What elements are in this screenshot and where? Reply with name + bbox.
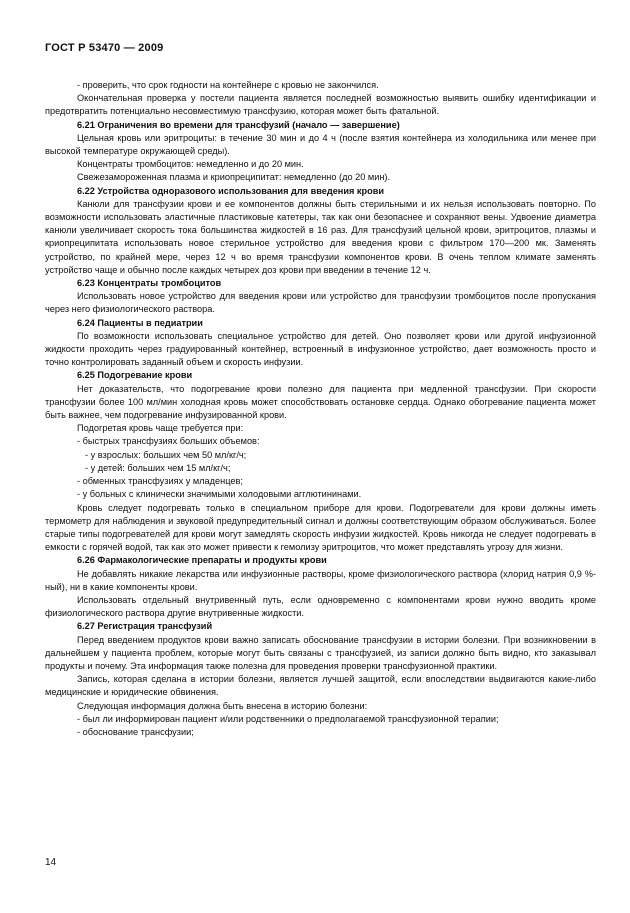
paragraph: Цельная кровь или эритроциты: в течение 30 мин и до 4 ч (после взятия контейнера из холодильника или менее при высокой температуре окружающей среды). <box>45 132 596 157</box>
list-item: - быстрых трансфузиях больших объемов: <box>77 436 260 447</box>
paragraph: Использовать новое устройство для введения крови или устройство для трансфузии тромбоцитов после пропускания через него физиологического раствора. <box>45 291 596 315</box>
document-header: ГОСТ Р 53470 — 2009 <box>45 42 164 54</box>
list-item: - обменных трансфузиях у младенцев; <box>77 476 243 487</box>
paragraph: Окончательная проверка у постели пациента является последней возможностью выявить ошибку идентификации и предотвратить потенциально несовместимую трансфузию, которая может быть фатальной. <box>45 93 596 117</box>
list-item: - проверить, что срок годности на контейнере с кровью не закончился. <box>77 80 379 90</box>
paragraph: Перед введением продуктов крови важно записать обоснование трансфузии в истории болезни. При возникновении в дальнейшем у пациента проблем, которые могут быть связаны с трансфузией, из записи должно быть видно, кто заказывал продукты и почему. Эта информация также полезна для проведения проверки трансфузионной практики. <box>45 634 596 671</box>
paragraph: Концентраты тромбоцитов: немедленно и до 20 мин. <box>77 159 304 170</box>
section-heading: 6.23 Концентраты тромбоцитов <box>77 278 222 289</box>
paragraph: Использовать отдельный внутривенный путь, если одновременно с компонентами крови нужно вводить кроме физиологического раствора другие внутривенные жидкости. <box>45 594 596 619</box>
sub-list-item: - у детей: больших чем 15 мл/кг/ч; <box>85 462 231 473</box>
paragraph: Запись, которая сделана в истории болезни, является лучшей защитой, если впоследствии выдвигаются какие-либо медицинские и юридические обвинения. <box>45 674 596 698</box>
paragraph: Свежезамороженная плазма и криопреципитат: немедленно (до 20 мин). <box>77 172 391 183</box>
section-heading: 6.26 Фармакологические препараты и продукты крови <box>77 555 327 566</box>
paragraph: Кровь следует подогревать только в специальном приборе для крови. Подогреватели для крови должны иметь термометр для наблюдения и звуковой предупредительный сигнал и должны соответствующим образом обслуживаться. Более старые типы подогревателей для крови могут замедлять скорость инфузии жидкостей. Кровь никогда не следует подогревать в емкости с горячей водой, так как это может привести к гемолизу эритроцитов, что может представлять угрозу для жизни. <box>45 502 596 553</box>
list-item: - у больных с клинически значимыми холодовыми агглютининами. <box>77 489 362 500</box>
paragraph: По возможности использовать специальное устройство для детей. Оно позволяет крови или другой инфузионной жидкости проходить через градуированный контейнер, встроенный в инфузионное устройство, дает возможность просто и точно контролировать заданный объем и скорость инфузии. <box>45 330 596 368</box>
section-heading: 6.24 Пациенты в педиатрии <box>77 317 203 328</box>
document-body <box>45 79 596 739</box>
section-heading: 6.25 Подогревание крови <box>77 370 193 381</box>
section-heading: 6.21 Ограничения во времени для трансфузий (начало — завершение) <box>77 119 400 130</box>
list-item: - был ли информирован пациент и/или родственники о предполагаемой трансфузионной терапии; <box>77 713 499 724</box>
list-item: - обоснование трансфузии; <box>77 726 194 737</box>
sub-list-item: - у взрослых: больших чем 50 мл/кг/ч; <box>85 449 247 460</box>
paragraph: Не добавлять никакие лекарства или инфузионные растворы, кроме физиологического раствора (хлорид натрия 0,9 %-ный), ни в какие компоненты крови. <box>45 568 596 592</box>
page-number: 14 <box>45 857 57 868</box>
paragraph: Следующая информация должна быть внесена в историю болезни: <box>77 700 368 711</box>
section-heading: 6.22 Устройства одноразового использования для введения крови <box>77 185 385 196</box>
section-heading: 6.27 Регистрация трансфузий <box>77 621 213 632</box>
paragraph: Подогретая кровь чаще требуется при: <box>77 423 244 434</box>
paragraph: Канюли для трансфузии крови и ее компонентов должны быть стерильными и их нельзя использовать повторно. По возможности использовать эластичные пластиковые катетеры, так как они безопаснее и сохраняют вены. Удвоение диаметра канюли увеличивает скорость тока большинства жидкостей в 16 раз. Для трансфузий цельной крови, эритроцитов, плазмы и криопреципитата использовать новое стерильное устройство для введения крови с фильтром 170—200 мк. Заменять устройство, по крайней мере, через 12 ч во время трансфузии компонентов крови. В очень теплом климате заменять устройство чаще и обычно после каждых четырех доз крови при введении в течение 12 ч. <box>45 198 596 275</box>
paragraph: Нет доказательств, что подогревание крови полезно для пациента при медленной трансфузии. При скорости трансфузии более 100 мл/мин холодная кровь может способствовать остановке сердца. Однако обогревание пациента может быть важнее, чем подогревание инфузированной крови. <box>45 383 596 421</box>
